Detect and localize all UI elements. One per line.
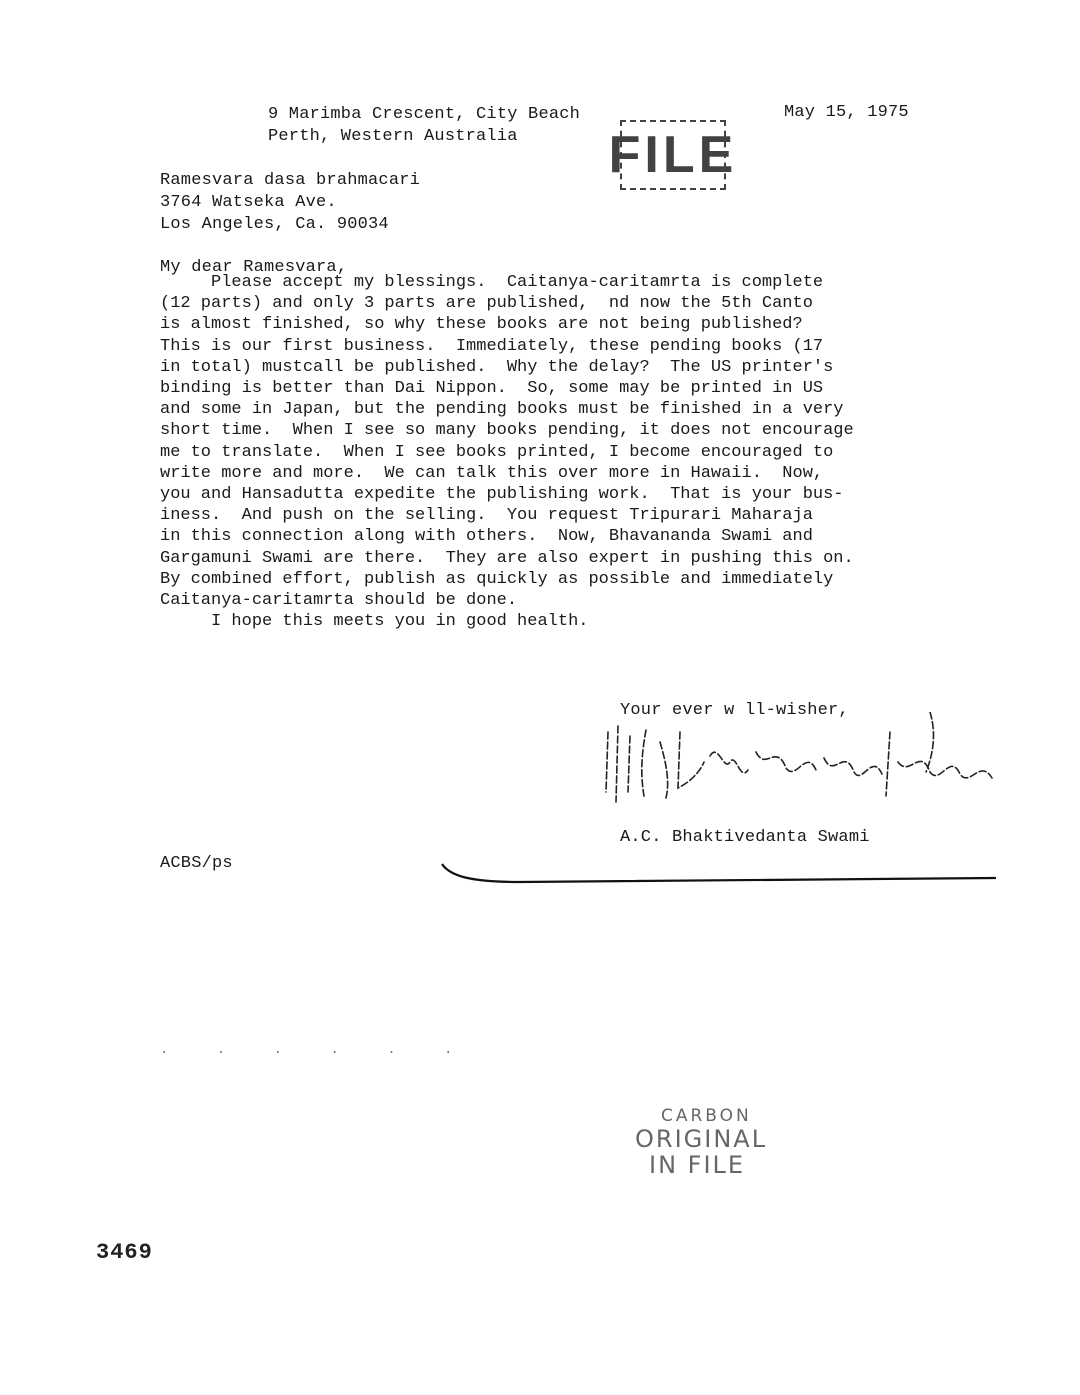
carbon-stamp-line3: IN FILE: [649, 1151, 746, 1179]
body-line: This is our first business. Immediately, these pending books (17: [160, 336, 824, 356]
body-line: you and Hansadutta expedite the publishing work. That is your bus-: [160, 485, 844, 505]
salutation: My dear Ramesvara,: [160, 258, 348, 277]
body-line: in this connection along with others. Now, Bhavananda Swami and: [160, 527, 813, 547]
scan-specks: . . . . . .: [160, 1042, 473, 1058]
body-line: Gargamuni Swami are there. They are also expert in pushing this on.: [160, 548, 854, 568]
typist-initials: ACBS/ps: [160, 854, 233, 873]
body-line: in total) mustcall be published. Why the delay? The US printer's: [160, 357, 834, 377]
carbon-stamp-line2: ORIGINAL: [635, 1125, 768, 1153]
body-line: iness. And push on the selling. You request Tripurari Maharaja: [160, 506, 813, 526]
body-line: Caitanya-caritamrta should be done.: [160, 591, 518, 611]
body-line: short time. When I see so many books pending, it does not encourage: [160, 421, 854, 441]
body-line: By combined effort, publish as quickly as possible and immediately: [160, 569, 834, 589]
letter-body: [160, 272, 980, 632]
recipient-city: Los Angeles, Ca. 90034: [160, 215, 389, 234]
carbon-stamp-line1: CARBON: [661, 1106, 752, 1126]
body-line: me to translate. When I see books printed, I become encouraged to: [160, 442, 834, 462]
body-line: is almost finished, so why these books are not being published?: [160, 315, 803, 335]
sender-address-line2: Perth, Western Australia: [268, 127, 518, 146]
signature-name: A.C. Bhaktivedanta Swami: [620, 828, 870, 847]
body-line: Please accept my blessings. Caitanya-caritamrta is complete: [160, 273, 824, 292]
document-number: 3469: [96, 1240, 153, 1265]
signature-flourish: [440, 860, 1000, 890]
body-line: I hope this meets you in good health.: [160, 612, 589, 632]
body-line: (12 parts) and only 3 parts are published, nd now the 5th Canto: [160, 294, 813, 314]
recipient-street: 3764 Watseka Ave.: [160, 193, 337, 212]
handwritten-signature: [600, 712, 1000, 812]
body-line: binding is better than Dai Nippon. So, some may be printed in US: [160, 379, 824, 399]
body-line: write more and more. We can talk this over more in Hawaii. Now,: [160, 463, 824, 483]
body-line: and some in Japan, but the pending books must be finished in a very: [160, 400, 844, 420]
carbon-original-stamp: [635, 1108, 775, 1177]
file-stamp: FILE: [620, 120, 726, 190]
sender-address-line1: 9 Marimba Crescent, City Beach: [268, 105, 581, 124]
letter-date: May 15, 1975: [784, 103, 909, 122]
recipient-name: Ramesvara dasa brahmacari: [160, 171, 421, 190]
closing: Your ever w ll-wisher,: [620, 701, 849, 720]
